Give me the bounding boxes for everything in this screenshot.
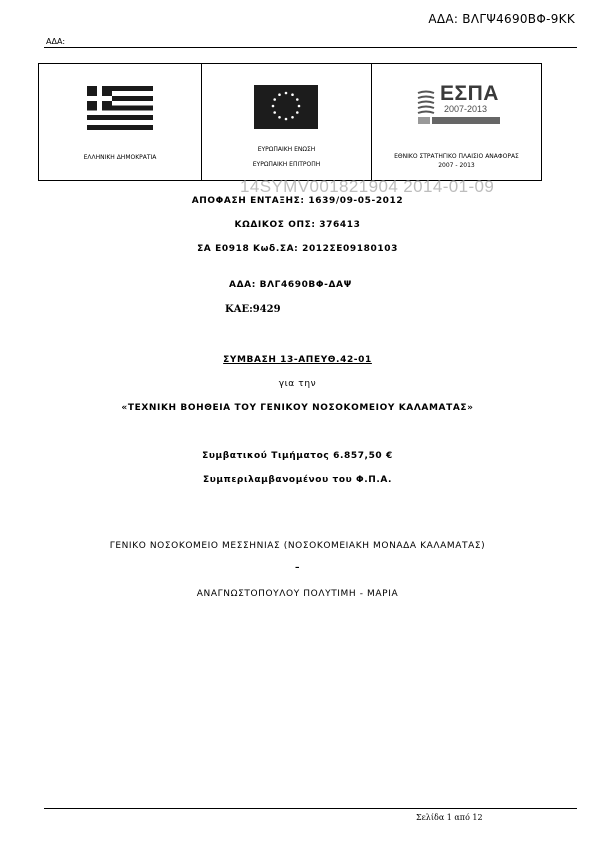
- espa-caption-framework: ΕΘΝΙΚΟ ΣΤΡΑΤΗΓΙΚΟ ΠΛΑΙΣΙΟ ΑΝΑΦΟΡΑΣ: [394, 153, 519, 160]
- contracting-party-contractor: ΑΝΑΓΝΩΣΤΟΠΟΥΛΟΥ ΠΟΛΥΤΙΜΗ - ΜΑΡΙΑ: [196, 589, 399, 599]
- eu-logo-box: [201, 63, 372, 181]
- vat-included: Συμπεριλαμβανομένου του Φ.Π.Α.: [202, 475, 393, 485]
- espa-logo-box: [371, 63, 542, 181]
- ops-code: ΚΩΔΙΚΟΣ ΟΠΣ: 376413: [234, 220, 361, 230]
- eu-caption-union: ΕΥΡΩΠΑΙΚΗ ΕΝΩΣΗ: [257, 146, 316, 153]
- greek-flag-icon: [87, 86, 153, 130]
- espa-logo-text: ΕΣΠΑ: [440, 82, 499, 105]
- eu-caption-commission: ΕΥΡΩΠΑΙΚΗ ΕΠΙΤΡΟΠΗ: [252, 161, 321, 168]
- espa-caption-period: 2007 - 2013: [438, 162, 475, 169]
- ada-code: ΑΔΑ: ΒΛΓ4690ΒΦ-ΔΑΨ: [229, 280, 352, 290]
- contract-title: «ΤΕΧΝΙΚΗ ΒΟΗΘΕΙΑ ΤΟΥ ΓΕΝΙΚΟΥ ΝΟΣΟΚΟΜΕΙΟΥ ΚΑΛΑΜΑΤΑΣ»: [121, 403, 474, 413]
- contract-price: Συμβατικού Τιμήματος 6.857,50 €: [202, 451, 393, 461]
- greek-republic-caption: ΕΛΛΗΝΙΚΗ ΔΗΜΟΚΡΑΤΙΑ: [83, 154, 157, 161]
- espa-logo-years: 2007-2013: [444, 104, 488, 114]
- party-separator: –: [294, 563, 301, 573]
- kae-code: ΚΑΕ:9429: [225, 304, 281, 315]
- for-the-label: για την: [278, 379, 317, 389]
- contracting-party-hospital: ΓΕΝΙΚΟ ΝΟΣΟΚΟΜΕΙΟ ΜΕΣΣΗΝΙΑΣ (ΝΟΣΟΚΟΜΕΙΑΚΗ ΜΟΝΑΔΑ ΚΑΛΑΜΑΤΑΣ): [109, 541, 486, 551]
- sa-code: ΣΑ Ε0918 Κωδ.ΣΑ: 2012ΣΕ09180103: [197, 244, 398, 254]
- greek-republic-logo-box: [38, 63, 202, 181]
- ada-label: ΑΔΑ:: [46, 37, 66, 46]
- registry-stamp: 14SYMV001821904 2014-01-09: [240, 177, 495, 196]
- header-divider: [44, 47, 577, 48]
- contract-number: ΣΥΜΒΑΣΗ 13-ΑΠΕΥΘ.42-01: [223, 355, 372, 365]
- decision-reference: ΑΠΟΦΑΣΗ ΕΝΤΑΞΗΣ: 1639/09-05-2012: [191, 196, 404, 206]
- ada-header-code: ΑΔΑ: ΒΛΓΨ4690ΒΦ-9ΚΚ: [428, 12, 575, 26]
- page-number: Σελίδα 1 από 12: [416, 813, 483, 822]
- eu-flag-icon: [254, 85, 318, 129]
- footer-divider: [44, 808, 577, 809]
